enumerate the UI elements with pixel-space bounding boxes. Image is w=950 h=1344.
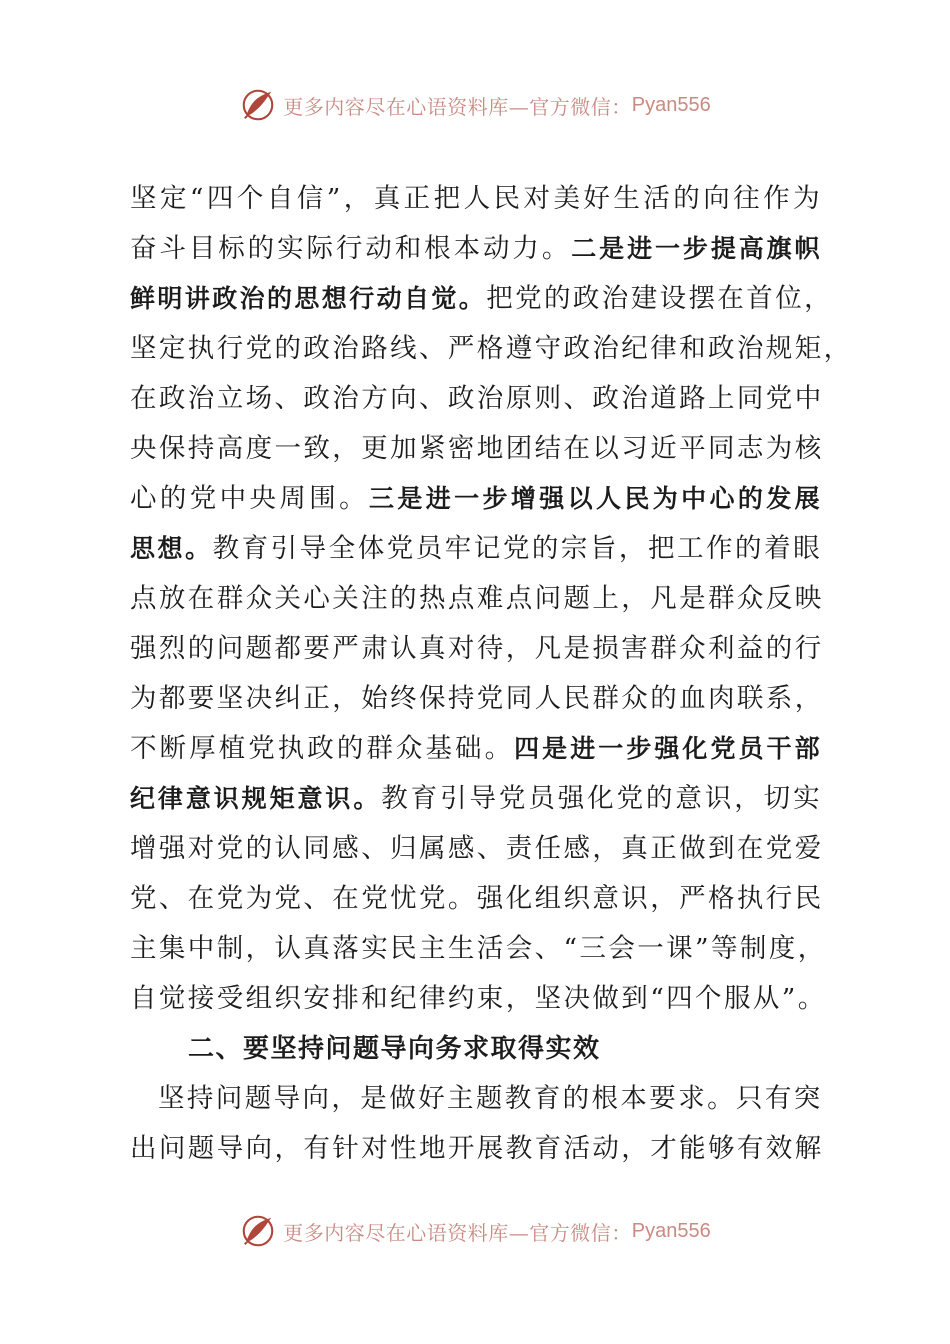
text-segment: 不断厚植党执政的群众基础。 [130,733,515,764]
text-segment: 坚定“四个自信”，真正把人民对美好生活的向往作为 [130,183,822,214]
section-heading: 二、要坚持问题导向务求取得实效 [188,1034,601,1064]
bold-text-segment: 纪律意识规矩意识。 [130,784,382,813]
watermark-text: 更多内容尽在心语资料库—官方微信： [283,1220,632,1245]
text-line [130,224,822,274]
text-segment: 增强对党的认同感、归属感、责任感，真正做到在党爱 [130,833,824,864]
text-line [130,424,822,474]
text-line [130,324,853,374]
watermark-wechat-id: Pyan556 [631,1219,711,1242]
header-watermark [0,86,950,124]
text-line [130,624,822,674]
text-line [130,174,822,224]
pen-nib-logo-icon [239,86,277,124]
text-segment: 央保持高度一致，更加紧密地团结在以习近平同志为核 [130,433,824,464]
bold-text-segment: 鲜明讲政治的思想行动自觉。 [130,284,487,313]
bold-text-segment: 思想。 [130,534,213,563]
watermark-wechat-id: Pyan556 [631,93,711,116]
text-segment: 奋斗目标的实际行动和根本动力。 [130,233,572,264]
text-line [130,574,822,624]
text-line [130,724,822,774]
footer-watermark [0,1212,950,1250]
bold-text-segment: 三是进一步增强以人民为中心的发展 [369,484,823,513]
document-body [130,174,853,1174]
text-line [130,924,827,974]
text-segment: 教育引导全体党员牢记党的宗旨，把工作的着眼 [212,533,822,564]
text-line [130,274,834,324]
text-line [130,974,827,1024]
text-segment: 心的党中央周围。 [130,483,369,514]
text-line [130,374,822,424]
text-line [130,774,822,824]
text-line: 坚持问题导向，是做好主题教育的根本要求。只有突 [158,1083,823,1114]
bold-text-segment: 二是进一步提高旗帜 [571,234,823,263]
bold-text-segment: 四是进一步强化党员干部 [514,734,823,763]
text-segment: 为都要坚决纠正，始终保持党同人民群众的血肉联系， [130,683,824,714]
text-line [130,674,822,724]
text-segment: 自觉接受组织安排和纪律约束，坚决做到“四个服从”。 [130,983,827,1014]
watermark-text: 更多内容尽在心语资料库—官方微信： [283,94,632,119]
text-segment: 把党的政治建设摆在首位， [486,283,834,314]
text-segment: 教育引导党员强化党的意识，切实 [381,783,823,814]
text-segment: 主集中制，认真落实民主生活会、“三会一课”等制度， [130,933,827,964]
text-line [130,824,822,874]
text-segment: 在政治立场、政治方向、政治原则、政治道路上同党中 [130,383,824,414]
text-segment: 党、在党为党、在党忧党。强化组织意识，严格执行民 [130,883,824,914]
text-segment: 点放在群众关心关注的热点难点问题上，凡是群众反映 [130,583,824,614]
text-segment: 强烈的问题都要严肃认真对待，凡是损害群众利益的行 [130,633,824,664]
text-line: 出问题导向，有针对性地开展教育活动，才能够有效解 [130,1133,824,1164]
text-segment: 坚定执行党的政治路线、严格遵守政治纪律和政治规矩， [130,333,853,364]
text-line [130,474,822,524]
text-line [130,524,822,574]
pen-nib-logo-icon [239,1212,277,1250]
text-line [130,874,822,924]
